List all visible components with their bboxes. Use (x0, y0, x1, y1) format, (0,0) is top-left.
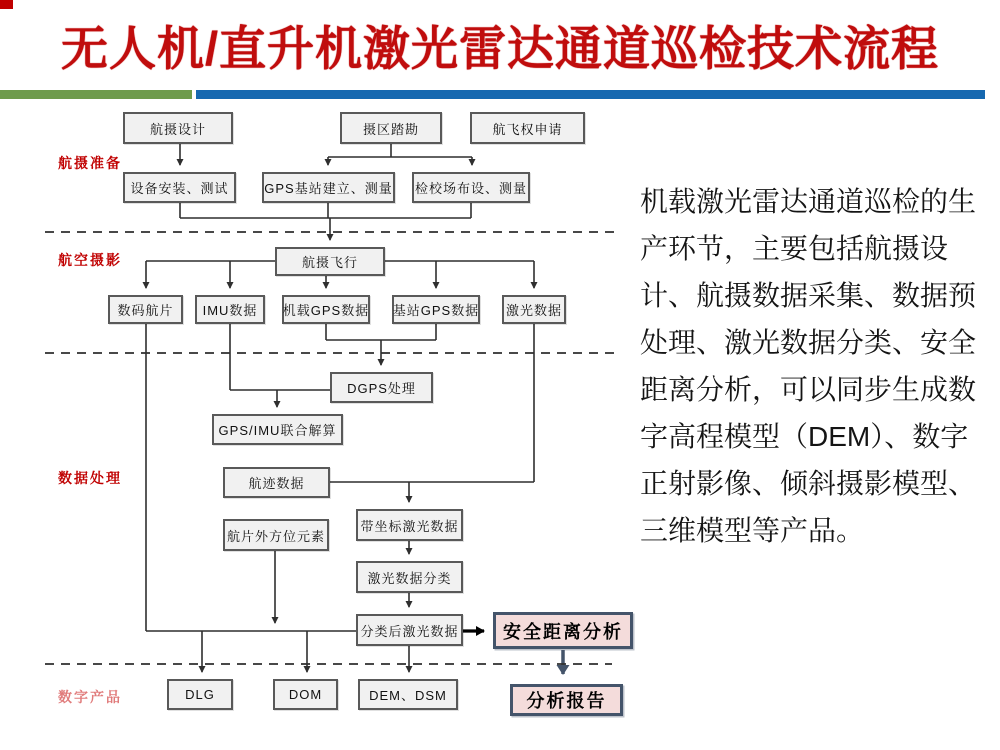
node-digital-photos: 数码航片 (108, 295, 183, 324)
node-trajectory-data: 航迹数据 (223, 467, 330, 498)
section-label-aerial-photography: 航空摄影 (58, 252, 122, 268)
node-georeferenced-laser-data: 带坐标激光数据 (356, 509, 463, 541)
node-aerial-flight: 航摄飞行 (275, 247, 385, 276)
section-label-data-processing: 数据处理 (58, 470, 122, 486)
node-laser-data-classification: 激光数据分类 (356, 561, 463, 593)
node-dem-dsm: DEM、DSM (358, 679, 458, 710)
node-exterior-orientation-elements: 航片外方位元素 (223, 519, 329, 551)
node-aerial-survey-design: 航摄设计 (123, 112, 233, 144)
node-flight-permit-application: 航飞权申请 (470, 112, 585, 144)
node-site-reconnaissance: 摄区踏勘 (340, 112, 442, 144)
node-gps-base-station: GPS基站建立、测量 (262, 172, 395, 203)
node-gps-imu-joint-solution: GPS/IMU联合解算 (212, 414, 343, 445)
node-dlg: DLG (167, 679, 233, 710)
section-label-preparation: 航摄准备 (58, 155, 122, 171)
description-paragraph: 机载激光雷达通道巡检的生产环节，主要包括航摄设计、航摄数据采集、数据预处理、激光数据分类、安全距离分析，可以同步生成数字高程模型（DEM）、数字正射影像、倾斜摄影模型、三维模型等产品。 (640, 186, 977, 546)
node-safety-distance-analysis: 安全距离分析 (493, 612, 633, 649)
node-equipment-install-test: 设备安装、测试 (123, 172, 236, 203)
node-imu-data: IMU数据 (195, 295, 265, 324)
node-classified-laser-data: 分类后激光数据 (356, 614, 463, 646)
section-label-digital-products: 数字产品 (58, 689, 122, 705)
node-dgps-processing: DGPS处理 (330, 372, 433, 403)
node-airborne-gps-data: 机载GPS数据 (282, 295, 370, 324)
node-laser-data: 激光数据 (502, 295, 566, 324)
node-analysis-report: 分析报告 (510, 684, 623, 716)
node-base-gps-data: 基站GPS数据 (392, 295, 480, 324)
page-title: 无人机/直升机激光雷达通道巡检技术流程 (60, 21, 940, 75)
node-dom: DOM (273, 679, 338, 710)
node-calibration-field: 检校场布设、测量 (412, 172, 530, 203)
